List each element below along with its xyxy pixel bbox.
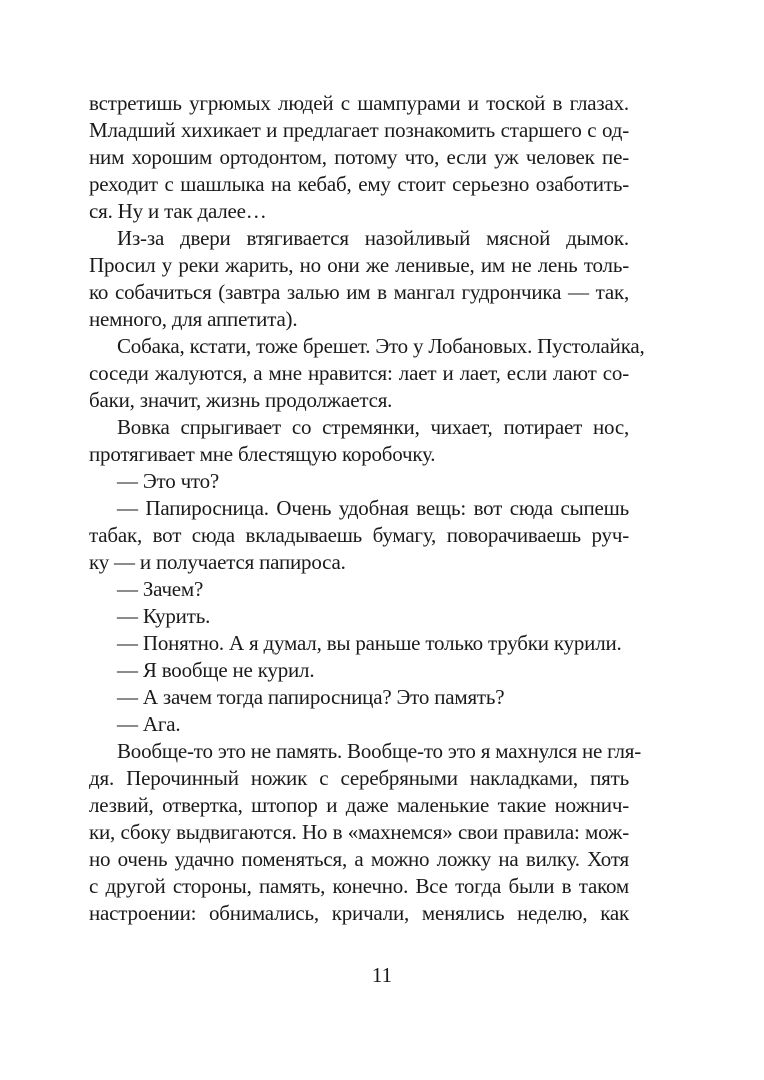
text-line: настроении: обнимались, кричали, менялись неделю, как bbox=[89, 901, 629, 925]
text-line: табак, вот сюда вкладываешь бумагу, поворачиваешь руч- bbox=[89, 523, 629, 547]
text-line: — А зачем тогда папиросница? Это память? bbox=[117, 685, 505, 709]
text-line: — Ага. bbox=[117, 712, 181, 736]
text-line: Собака, кстати, тоже брешет. Это у Лобановых. Пустолайка, bbox=[117, 334, 645, 358]
text-line: Просил у реки жарить, но они же ленивые, им не лень толь- bbox=[89, 253, 629, 277]
text-line: — Понятно. А я думал, вы раньше только трубки курили. bbox=[117, 631, 622, 655]
text-line: Младший хихикает и предлагает познакомить старшего с од- bbox=[89, 118, 629, 142]
text-line: лезвий, отвертка, штопор и даже маленькие такие ножнич- bbox=[89, 793, 629, 817]
text-line: — Я вообще не курил. bbox=[117, 658, 315, 682]
text-line: немного, для аппетита). bbox=[89, 307, 298, 331]
text-line: ся. Ну и так далее… bbox=[89, 199, 267, 223]
text-line: соседи жалуются, а мне нравится: лает и лает, если лают со- bbox=[89, 361, 629, 385]
body-text bbox=[89, 90, 645, 927]
text-line: ко собачиться (завтра залью им в мангал гудрончика — так, bbox=[89, 280, 629, 304]
text-line: — Это что? bbox=[117, 469, 220, 493]
text-line: с другой стороны, память, конечно. Все тогда были в таком bbox=[89, 874, 629, 898]
text-line: реходит с шашлыка на кебаб, ему стоит серьезно озаботить- bbox=[89, 172, 629, 196]
text-line: — Папиросница. Очень удобная вещь: вот сюда сыпешь bbox=[117, 496, 629, 520]
text-line: — Курить. bbox=[117, 604, 211, 628]
text-line: Вообще-то это не память. Вообще-то это я махнулся не гля- bbox=[117, 739, 642, 763]
text-line: — Зачем? bbox=[117, 577, 204, 601]
text-line: дя. Перочинный ножик с серебряными накладками, пять bbox=[89, 766, 629, 790]
text-line: протягивает мне блестящую коробочку. bbox=[89, 442, 436, 466]
text-line: Вовка спрыгивает со стремянки, чихает, потирает нос, bbox=[117, 415, 629, 439]
text-line: ки, сбоку выдвигаются. Но в «махнемся» свои правила: мож- bbox=[89, 820, 629, 844]
page-number: 11 bbox=[371, 963, 393, 987]
text-line: но очень удачно поменяться, а можно ложку на вилку. Хотя bbox=[89, 847, 629, 871]
text-line: ним хорошим ортодонтом, потому что, если уж человек пе- bbox=[89, 145, 629, 169]
text-line: Из-за двери втягивается назойливый мясной дымок. bbox=[117, 226, 629, 250]
text-line: баки, значит, жизнь продолжается. bbox=[89, 388, 393, 412]
text-line: ку — и получается папироса. bbox=[89, 550, 346, 574]
text-line: встретишь угрюмых людей с шампурами и тоской в глазах. bbox=[89, 91, 629, 115]
